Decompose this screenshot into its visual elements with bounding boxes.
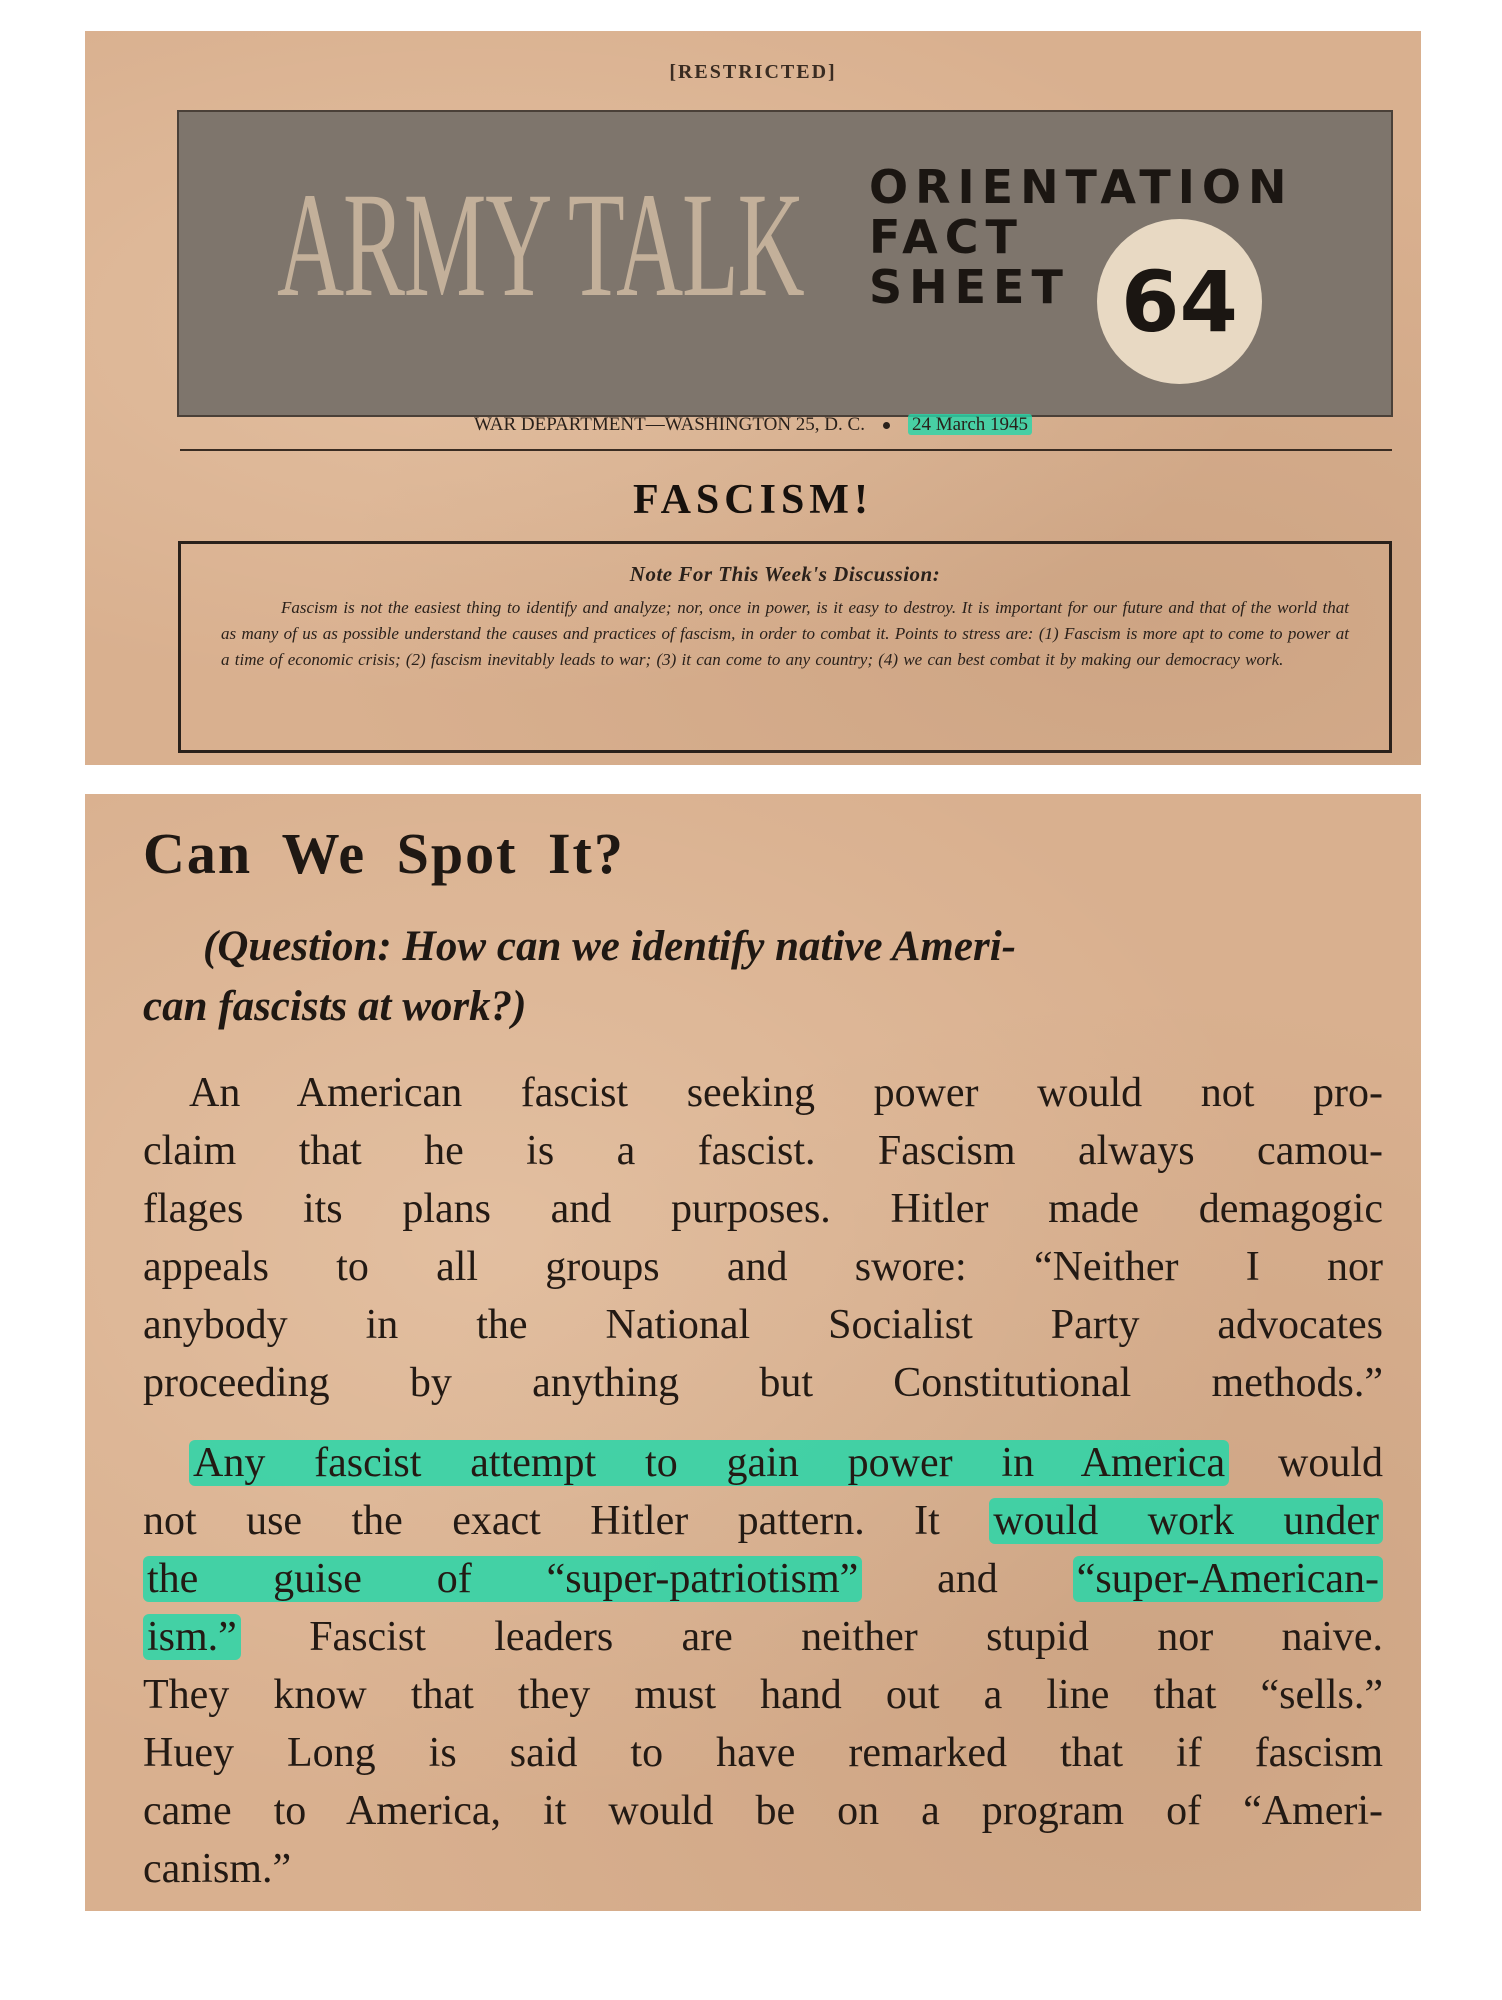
section-heading: Can We Spot It? (143, 821, 625, 886)
highlighted-text: “super-American- (1073, 1556, 1383, 1602)
masthead-label-line: FACT (869, 210, 1024, 264)
note-body: Fascism is not the easiest thing to identify and analyze; nor, once in power, is it easy to destroy. It is important for our future and that of the world that as many of us as possible understand the causes and practices of fascism, in order to combat it. Points to stress are: (1) Fascism is more apt to come to power at a time of economic crisis; (2) fascism inevitably leads to war; (3) it can come to any country; (4) we can best combat it by making our democracy work. (221, 598, 1349, 669)
paragraph-line: Huey Long is said to have remarked that if fascism (143, 1730, 1383, 1776)
headline: FASCISM! (633, 477, 873, 523)
paragraph-line: They know that they must hand out a line that “sells.” (143, 1672, 1383, 1718)
paragraph-2 (143, 1434, 1383, 1898)
paragraph-line: claim that he is a fascist. Fascism always camou- (143, 1128, 1383, 1174)
highlighted-text: would work under (989, 1498, 1383, 1544)
paragraph-line: flages its plans and purposes. Hitler made demagogic (143, 1186, 1383, 1232)
paragraph-text: Fascist leaders are neither stupid nor naive. (240, 1614, 1383, 1660)
question-line: (Question: How can we identify native Ameri- (203, 923, 1016, 970)
highlighted-text: the guise of “super-patriotism” (143, 1556, 862, 1602)
top-clipping (85, 31, 1421, 765)
issue-number-badge: 64 (1097, 219, 1262, 384)
paragraph-text: would (1229, 1440, 1383, 1486)
paragraph-text: and (862, 1556, 1073, 1602)
bullet-separator (883, 422, 890, 429)
masthead-banner (177, 110, 1393, 417)
paragraph-1 (143, 1064, 1383, 1412)
paragraph-line: anybody in the National Socialist Party advocates (143, 1302, 1383, 1348)
masthead-title: ARMY TALK (277, 162, 804, 328)
paragraph-line: proceeding by anything but Constitutional methods.” (143, 1360, 1383, 1406)
restricted-label: [RESTRICTED] (669, 61, 837, 83)
paragraph-line: came to America, it would be on a program of “Ameri- (143, 1788, 1383, 1834)
paragraph-text: not use the exact Hitler pattern. It (143, 1498, 990, 1544)
note-title: Note For This Week's Discussion: (629, 562, 941, 586)
bottom-clipping (85, 794, 1421, 1911)
divider-rule (180, 449, 1392, 451)
dateline-date: 24 March 1945 (908, 414, 1032, 435)
dateline-office: WAR DEPARTMENT—WASHINGTON 25, D. C. (473, 414, 865, 435)
dateline (85, 414, 1421, 436)
paragraph-line: An American fascist seeking power would not pro- (189, 1070, 1383, 1116)
section-question (143, 917, 1383, 1037)
paragraph-line: canism.” (143, 1846, 292, 1892)
question-line: can fascists at work?) (143, 983, 527, 1030)
highlighted-text: ism.” (143, 1614, 241, 1660)
discussion-note-box (178, 541, 1392, 753)
masthead-label-line: ORIENTATION (869, 160, 1294, 214)
paragraph-line: appeals to all groups and swore: “Neither I nor (143, 1244, 1383, 1290)
highlighted-text: Any fascist attempt to gain power in America (189, 1440, 1229, 1486)
masthead-label-line: SHEET (869, 260, 1070, 314)
